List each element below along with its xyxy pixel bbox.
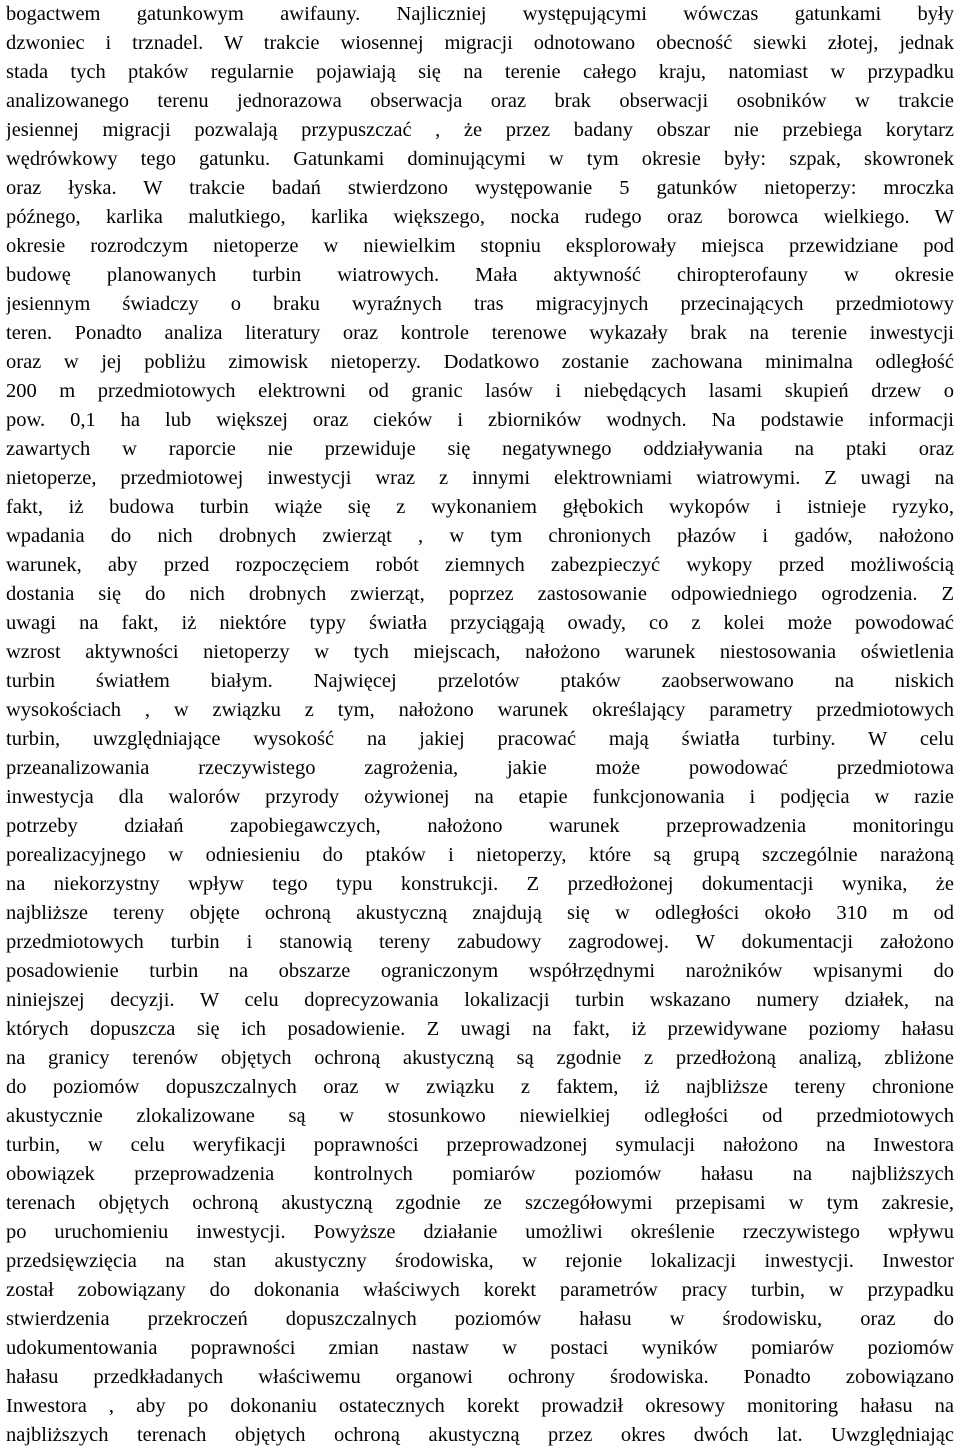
paragraph-line: do poziomów dopuszczalnych oraz w związku z faktem, iż najbliższe tereny chronione [6, 1076, 954, 1098]
paragraph-line: teren. Ponadto analiza literatury oraz kontrole terenowe wykazały brak na terenie inwestycji [6, 322, 954, 344]
paragraph-line: 200 m przedmiotowych elektrowni od granic lasów i niebędących lasami skupień drzew o [6, 380, 954, 402]
paragraph-line: wędrówkowy tego gatunku. Gatunkami dominującymi w tym okresie były: szpak, skowronek [6, 148, 954, 170]
paragraph-line: jesiennej migracji pozwalają przypuszczać , że przez badany obszar nie przebiega korytarz [6, 119, 954, 141]
paragraph-line: stwierdzenia przekroczeń dopuszczalnych poziomów hałasu w środowisku, oraz do [6, 1308, 954, 1330]
paragraph-line: potrzeby działań zapobiegawczych, nałożono warunek przeprowadzenia monitoringu [6, 815, 954, 837]
paragraph-line: Inwestora , aby po dokonaniu ostatecznych korekt prowadził okresowy monitoring hałasu na [6, 1395, 954, 1417]
paragraph-line: turbin światłem białym. Najwięcej przelotów ptaków zaobserwowano na niskich [6, 670, 954, 692]
paragraph-line: późnego, karlika malutkiego, karlika większego, nocka rudego oraz borowca wielkiego. W [6, 206, 954, 228]
paragraph-line: pow. 0,1 ha lub większej oraz cieków i zbiorników wodnych. Na podstawie informacji [6, 409, 954, 431]
paragraph-line: terenach objętych ochroną akustyczną zgodnie ze szczegółowymi przepisami w tym zakresie, [6, 1192, 954, 1214]
paragraph-line: wysokościach , w związku z tym, nałożono warunek określający parametry przedmiotowych [6, 699, 954, 721]
paragraph-line: obowiązek przeprowadzenia kontrolnych pomiarów poziomów hałasu na najbliższych [6, 1163, 954, 1185]
paragraph-line: fakt, iż budowa turbin wiąże się z wykonaniem głębokich wykopów i istnieje ryzyko, [6, 496, 954, 518]
paragraph-line: przeanalizowania rzeczywistego zagrożenia, jakie może powodować przedmiotowa [6, 757, 954, 779]
paragraph-line: hałasu przedkładanych właściwemu organowi ochrony środowiska. Ponadto zobowiązano [6, 1366, 954, 1388]
paragraph-line: nietoperze, przedmiotowej inwestycji wraz z innymi elektrowniami wiatrowymi. Z uwagi na [6, 467, 954, 489]
paragraph-line: dzwoniec i trznadel. W trakcie wiosennej migracji odnotowano obecność siewki złotej, jednak [6, 32, 954, 54]
paragraph-line: porealizacyjnego w odniesieniu do ptaków i nietoperzy, które są grupą szczególnie narażoną [6, 844, 954, 866]
paragraph-line: inwestycja dla walorów przyrody ożywionej na etapie funkcjonowania i podjęcia w razie [6, 786, 954, 808]
paragraph-line: analizowanego terenu jednorazowa obserwacja oraz brak obserwacji osobników w trakcie [6, 90, 954, 112]
paragraph-line: zawartych w raporcie nie przewiduje się negatywnego oddziaływania na ptaki oraz [6, 438, 954, 460]
paragraph-line: jesiennym świadczy o braku wyraźnych tras migracyjnych przecinających przedmiotowy [6, 293, 954, 315]
paragraph-line: przedsięwzięcia na stan akustyczny środowiska, w rejonie lokalizacji inwestycji. Inwestor [6, 1250, 954, 1272]
paragraph-line: został zobowiązany do dokonania właściwych korekt parametrów pracy turbin, w przypadku [6, 1279, 954, 1301]
paragraph-line: niniejszej decyzji. W celu doprecyzowania lokalizacji turbin wskazano numery działek, na [6, 989, 954, 1011]
paragraph-line: akustycznie zlokalizowane są w stosunkowo niewielkiej odległości od przedmiotowych [6, 1105, 954, 1127]
paragraph-line: turbin, w celu weryfikacji poprawności przeprowadzonej symulacji nałożono na Inwestora [6, 1134, 954, 1156]
paragraph-line: uwagi na fakt, iż niektóre typy światła przyciągają owady, co z kolei może powodować [6, 612, 954, 634]
paragraph-line: na granicy terenów objętych ochroną akustyczną są zgodnie z przedłożoną analizą, zbliżone [6, 1047, 954, 1069]
paragraph-line: oraz łyska. W trakcie badań stwierdzono występowanie 5 gatunków nietoperzy: mroczka [6, 177, 954, 199]
paragraph-line: turbin, uwzględniające wysokość na jakiej pracować mają światła turbiny. W celu [6, 728, 954, 750]
paragraph-line: oraz w jej pobliżu zimowisk nietoperzy. Dodatkowo zostanie zachowana minimalna odległość [6, 351, 954, 373]
paragraph-line: wpadania do nich drobnych zwierząt , w tym chronionych płazów i gadów, nałożono [6, 525, 954, 547]
paragraph-line: po uruchomieniu inwestycji. Powyższe działanie umożliwi określenie rzeczywistego wpływu [6, 1221, 954, 1243]
paragraph-line: wzrost aktywności nietoperzy w tych miejscach, nałożono warunek niestosowania oświetlenia [6, 641, 954, 663]
paragraph-line: najbliższych terenach objętych ochroną akustyczną przez okres dwóch lat. Uwzględniając [6, 1424, 954, 1446]
paragraph-line: posadowienie turbin na obszarze ograniczonym współrzędnymi narożników wpisanymi do [6, 960, 954, 982]
paragraph-line: dostania się do nich drobnych zwierząt, poprzez zastosowanie odpowiedniego ogrodzenia. Z [6, 583, 954, 605]
paragraph-line: na niekorzystny wpływ tego typu konstrukcji. Z przedłożonej dokumentacji wynika, że [6, 873, 954, 895]
paragraph-line: których dopuszcza się ich posadowienie. Z uwagi na fakt, iż przewidywane poziomy hałasu [6, 1018, 954, 1040]
paragraph-line: najbliższe tereny objęte ochroną akustyczną znajdują się w odległości około 310 m od [6, 902, 954, 924]
paragraph-line: udokumentowania poprawności zmian nastaw w postaci wyników pomiarów poziomów [6, 1337, 954, 1359]
paragraph-line: okresie rozrodczym nietoperze w niewielkim stopniu eksplorowały miejsca przewidziane pod [6, 235, 954, 257]
paragraph-line: budowę planowanych turbin wiatrowych. Mała aktywność chiropterofauny w okresie [6, 264, 954, 286]
paragraph-line: stada tych ptaków regularnie pojawiają się na terenie całego kraju, natomiast w przypadku [6, 61, 954, 83]
paragraph-line: bogactwem gatunkowym awifauny. Najliczniej występującymi wówczas gatunkami były [6, 3, 954, 25]
paragraph-line: przedmiotowych turbin i stanowią tereny zabudowy zagrodowej. W dokumentacji założono [6, 931, 954, 953]
paragraph-line: warunek, aby przed rozpoczęciem robót ziemnych zabezpieczyć wykopy przed możliwością [6, 554, 954, 576]
